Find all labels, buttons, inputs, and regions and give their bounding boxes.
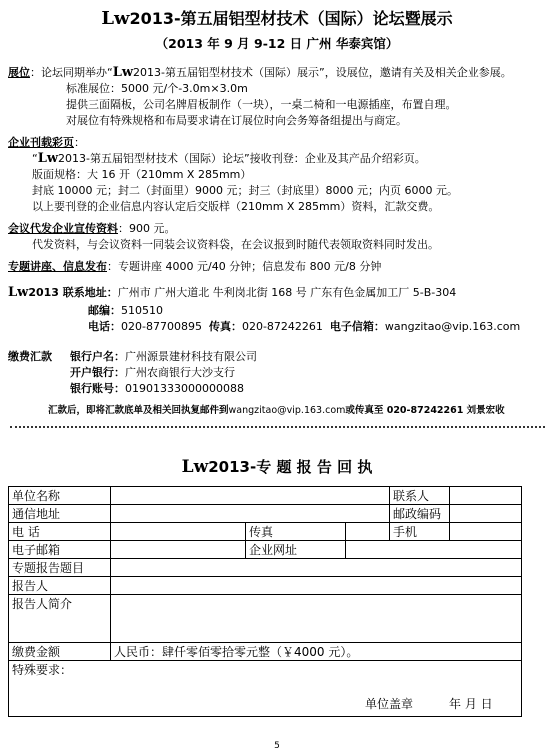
payment-label: 缴费汇款 — [8, 350, 52, 363]
fax-label: 传真： — [208, 320, 242, 333]
promo-heading: 会议代发企业宣传资料 — [8, 222, 118, 235]
contact-zip: 510510 — [121, 304, 163, 317]
journal-text: 2013-第五届铝型材技术（国际）论坛”接收刊登：企业及其产品介绍彩页。 — [58, 152, 426, 165]
journal-line2: 版面规格：大 16 开（210mm X 285mm） — [32, 168, 252, 181]
journal-quote: “ — [32, 152, 38, 165]
exhibition-line2: 标准展位：5000 元/个-3.0m×3.0m — [66, 82, 248, 95]
lecture-heading: 专题讲座、信息发布 — [8, 260, 107, 273]
bank-branch: 广州农商银行大沙支行 — [125, 366, 235, 379]
reporter-label: 报告人 — [9, 577, 111, 595]
form-row-email — [9, 541, 522, 559]
email-label: 电子信箱： — [329, 320, 385, 333]
page-title — [0, 6, 554, 29]
journal-heading: 企业刊载彩页 — [8, 136, 74, 149]
promo-line1 — [8, 220, 176, 236]
contact-person-field[interactable] — [450, 487, 522, 505]
bank-name: 广州源景建材科技有限公司 — [125, 350, 257, 363]
form-row-fee — [9, 643, 522, 661]
page-number: 5 — [274, 741, 280, 751]
topic-label: 专题报告题目 — [9, 559, 111, 577]
receipt-title-text: 2013-专 题 报 告 回 执 — [208, 458, 373, 476]
title-text: 2013-第五届铝型材技术（国际）论坛暨展示 — [129, 9, 453, 28]
zip-field[interactable] — [450, 505, 522, 523]
lecture-text: ：专题讲座 4000 元/40 分钟；信息发布 800 元/8 分钟 — [107, 260, 382, 273]
fax-label: 传真 — [246, 523, 346, 541]
note-text-a: 汇款后，即将汇款底单及相关回执复邮件到 — [48, 405, 229, 416]
form-row-special — [9, 661, 522, 717]
zip-label: 邮编： — [88, 304, 121, 317]
contact-fax: 020-87242261 — [241, 320, 323, 333]
journal-line4: 以上要刊登的企业信息内容认定后交版样（210mm X 285mm）资料，汇款交费。 — [32, 200, 440, 213]
bank-label: 银行户名： — [70, 350, 125, 363]
journal-line1 — [32, 150, 426, 166]
reporter-field[interactable] — [111, 577, 522, 595]
branch-label: 开户银行： — [70, 366, 125, 379]
contact-zip-line — [88, 302, 163, 318]
exhibition-text-b: 2013-第五届铝型材技术（国际）展示”，设展位，邀请有关及相关企业参展。 — [133, 66, 512, 79]
contact-address-line — [8, 284, 456, 300]
bank-account-line — [70, 380, 244, 396]
address-label: 通信地址 — [9, 505, 111, 523]
journal-heading-line — [8, 134, 85, 150]
company-field[interactable] — [111, 487, 390, 505]
exhibition-line4: 对展位有特殊规格和布局要求请在订展位时向会务筹备组提出与商定。 — [66, 114, 407, 127]
note-text-b: 或传真至 020-87242261 刘景宏收 — [345, 405, 505, 416]
lw-logo: Lw — [112, 65, 134, 80]
promo-line2: 代发资料，与会议资料一同装会议资料袋，在会议报到时随代表领取资料同时发出。 — [32, 238, 439, 251]
form-row-topic — [9, 559, 522, 577]
cut-line-divider — [10, 426, 545, 428]
form-row-reporter — [9, 577, 522, 595]
stamp-label: 单位盖章 — [365, 697, 414, 711]
fax-field[interactable] — [346, 523, 390, 541]
phone-label: 电话： — [88, 320, 121, 333]
contact-email[interactable]: wangzitao@vip.163.com — [384, 320, 521, 333]
promo-price: ：900 元。 — [118, 222, 176, 235]
phone-field[interactable] — [111, 523, 246, 541]
bank-account: 01901333000000088 — [125, 382, 244, 395]
account-label: 银行账号： — [70, 382, 125, 395]
note-email[interactable]: wangzitao@vip.163.com — [228, 405, 346, 416]
contact-address: 广州市 广州大道北 牛利岗北街 168 号 广东有色金属加工厂 5-B-304 — [117, 286, 457, 299]
lw-logo: Lw — [8, 285, 29, 300]
mobile-field[interactable] — [450, 523, 522, 541]
receipt-title — [0, 456, 554, 477]
special-requirements-field[interactable] — [9, 661, 522, 717]
website-field[interactable] — [346, 541, 522, 559]
contact-person-label: 联系人 — [390, 487, 450, 505]
form-row-company — [9, 487, 522, 505]
fee-label: 缴费金额 — [9, 643, 111, 661]
zip-label: 邮政编码 — [390, 505, 450, 523]
company-label: 单位名称 — [9, 487, 111, 505]
contact-phone-line — [88, 318, 520, 334]
contact-phone: 020-87700895 — [121, 320, 202, 333]
receipt-form — [8, 486, 522, 717]
bio-field[interactable] — [111, 595, 522, 643]
lecture-line — [8, 258, 381, 274]
lw-logo: Lw — [37, 151, 59, 166]
email-label: 电子邮箱 — [9, 541, 111, 559]
journal-line3: 封底 10000 元；封二（封面里）9000 元；封三（封底里）8000 元；内页 6000 元。 — [32, 184, 458, 197]
lw-logo: Lw — [101, 8, 130, 29]
website-label: 企业网址 — [246, 541, 346, 559]
topic-field[interactable] — [111, 559, 522, 577]
bio-label: 报告人简介 — [9, 595, 111, 643]
form-row-bio — [9, 595, 522, 643]
form-row-address — [9, 505, 522, 523]
exhibition-line1 — [8, 64, 512, 80]
bank-branch-line — [70, 364, 235, 380]
email-field[interactable] — [111, 541, 246, 559]
form-row-phone — [9, 523, 522, 541]
payment-note — [48, 402, 505, 416]
address-label: 2013 联系地址： — [28, 286, 118, 299]
lw-logo: Lw — [181, 457, 209, 477]
journal-colon: ： — [74, 136, 85, 149]
fee-value: 人民币：肆仟零佰零拾零元整（￥4000 元）。 — [111, 643, 522, 661]
phone-label: 电 话 — [9, 523, 111, 541]
exhibition-text-a: ：论坛同期举办“ — [30, 66, 113, 79]
exhibition-heading: 展位 — [8, 66, 30, 79]
page-subtitle: （2013 年 9 月 9-12 日 广州 华泰宾馆） — [155, 36, 399, 51]
mobile-label: 手机 — [390, 523, 450, 541]
date-label: 年 月 日 — [449, 697, 493, 711]
exhibition-line3: 提供三面隔板，公司名牌眉板制作（一块），一桌二椅和一电源插座，布置自理。 — [66, 98, 457, 111]
bank-name-line — [70, 348, 257, 364]
address-field[interactable] — [111, 505, 390, 523]
special-label: 特殊要求： — [12, 663, 73, 677]
